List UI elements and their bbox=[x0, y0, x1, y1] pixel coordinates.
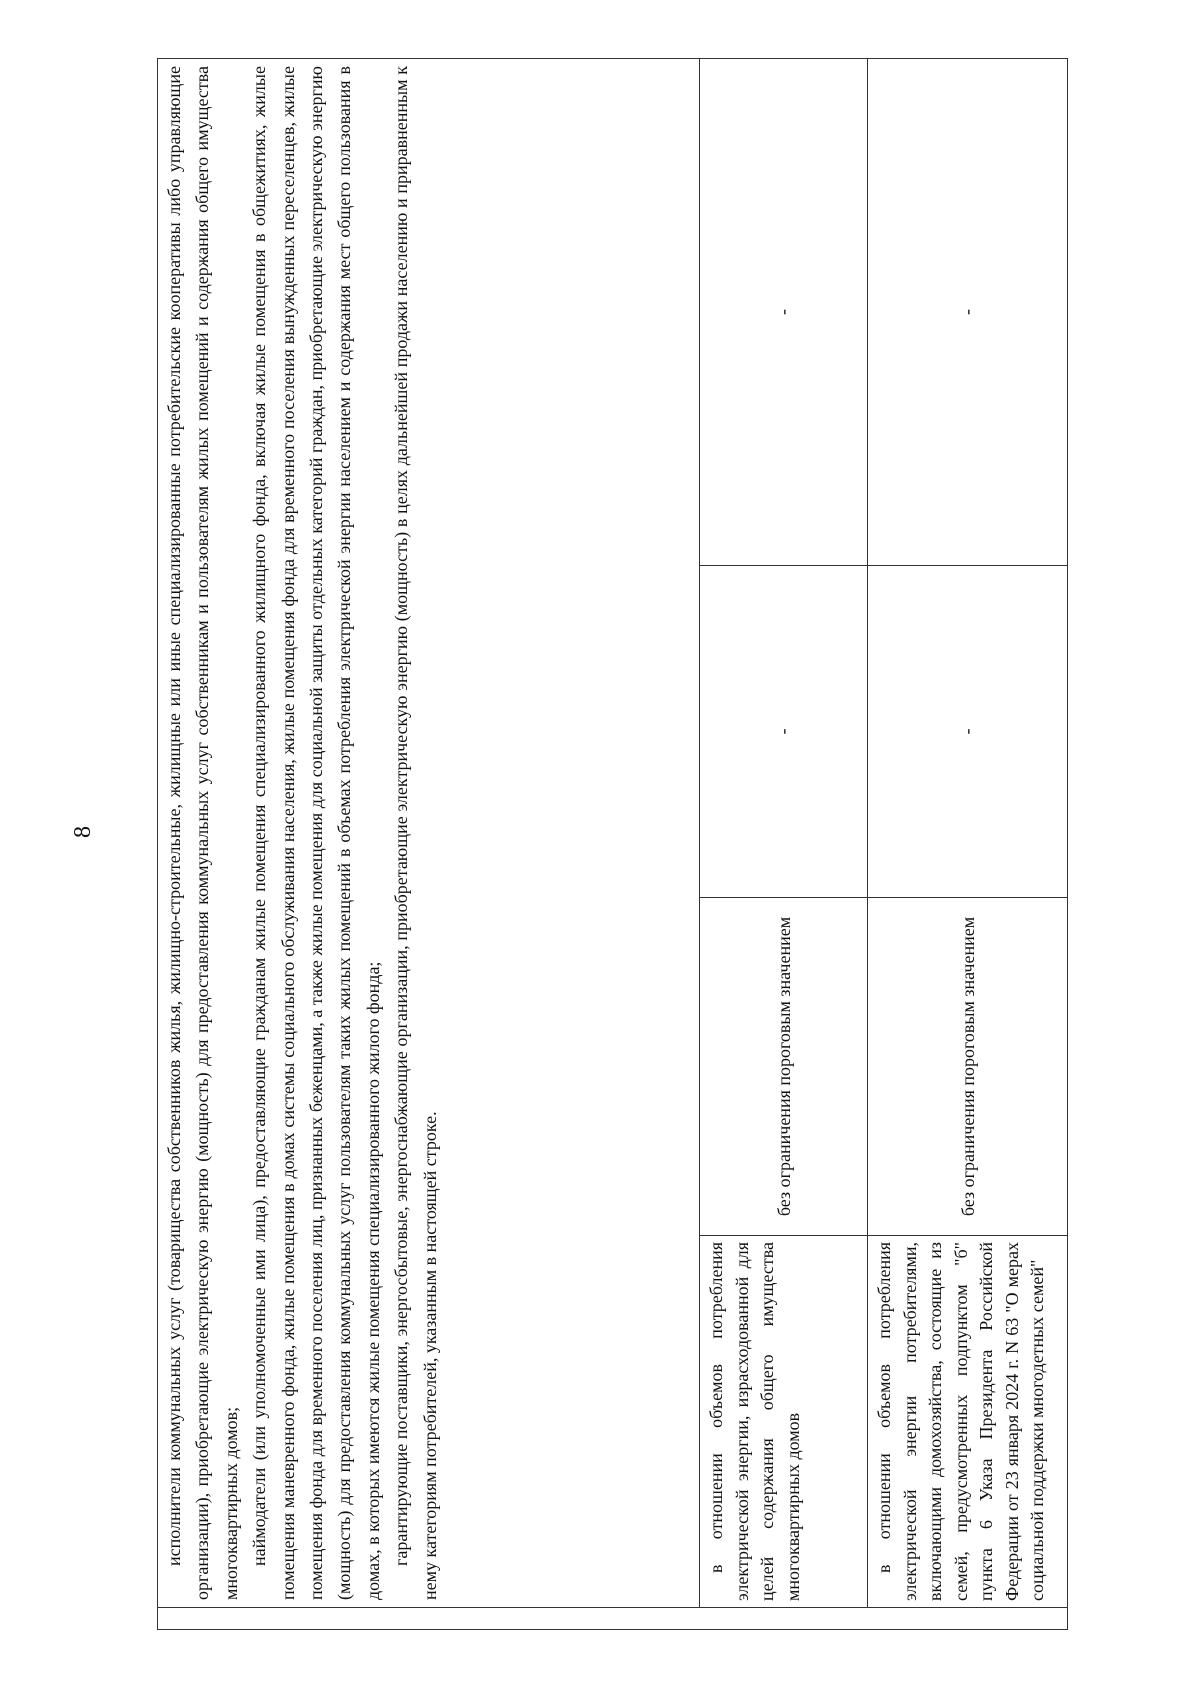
row-label-2: в отношении объемов потребления электрической энергии потребителями, включающими домохозяйства, состоящие из семей, предусмотренных подпунктом "б" пункта 6 Указа Президента Российской Федерации от 23 января 2024 г. N 63 "О мерах социальной поддержки многодетных семей" bbox=[874, 1242, 1047, 1601]
threshold-value-2: без ограничения пороговым значением bbox=[957, 916, 978, 1217]
description-paragraph-1: исполнители коммунальных услуг (товарищества собственников жилья, жилищно-строительные, жилищные или иные специализированные потребительские кооперативы либо управляющие организации), приобретающие электрическую энергию (мощность) для предоставления коммунальных услуг собственникам и пользователям жилых помещений и содержания общего имущества многоквартирных домов; bbox=[164, 66, 241, 1600]
dash-value: - bbox=[773, 728, 793, 735]
dash-cell bbox=[868, 566, 1068, 898]
dash-cell bbox=[700, 566, 868, 898]
row-number-cell bbox=[158, 1608, 1068, 1630]
table-row bbox=[868, 59, 1068, 1630]
description-paragraph-2: наймодатели (или уполномоченные ими лица), предоставляющие гражданам жилые помещения специализированного жилищного фонда, включая жилые помещения в общежитиях, жилые помещения маневренного фонда, жилые помещения в домах системы социального обслуживания населения, жилые помещения фонда для временного поселения вынужденных переселенцев, жилые помещения фонда для временного поселения лиц, признанных беженцами, а также жилые помещения для социальной защиты отдельных категорий граждан, приобретающие электрическую энергию (мощность) для предоставления коммунальных услуг пользователям таких жилых помещений в объемах потребления электрической энергии населением и содержания мест общего пользования в домах, в которых имеются жилые помещения специализированного жилого фонда; bbox=[249, 66, 383, 1600]
dash-value: - bbox=[773, 309, 793, 315]
description-paragraph-3: гарантирующие поставщики, энергосбытовые, энергоснабжающие организации, приобретающие электрическую энергию (мощность) в целях дальнейшей продажи населению и приравненным к нему категориям потребителей, указанным в настоящей строке. bbox=[391, 66, 440, 1600]
dash-cell bbox=[868, 59, 1068, 566]
dash-value: - bbox=[957, 309, 977, 315]
threshold-cell bbox=[868, 898, 1068, 1236]
tariff-table bbox=[157, 58, 1068, 1630]
threshold-cell bbox=[700, 898, 868, 1236]
row-label-cell bbox=[700, 1236, 868, 1608]
description-cell bbox=[158, 59, 700, 1608]
row-label-cell bbox=[868, 1236, 1068, 1608]
dash-cell bbox=[700, 59, 868, 566]
page-number: 8 bbox=[70, 826, 96, 838]
dash-value: - bbox=[957, 728, 977, 735]
rotated-table-container bbox=[157, 58, 1067, 1630]
row-label-1: в отношении объемов потребления электрической энергии, израсходованной для целей содержания общего имущества многоквартирных домов bbox=[706, 1242, 803, 1601]
table-row bbox=[158, 59, 700, 1630]
table-row bbox=[700, 59, 868, 1630]
threshold-value-1: без ограничения пороговым значением bbox=[773, 916, 794, 1217]
